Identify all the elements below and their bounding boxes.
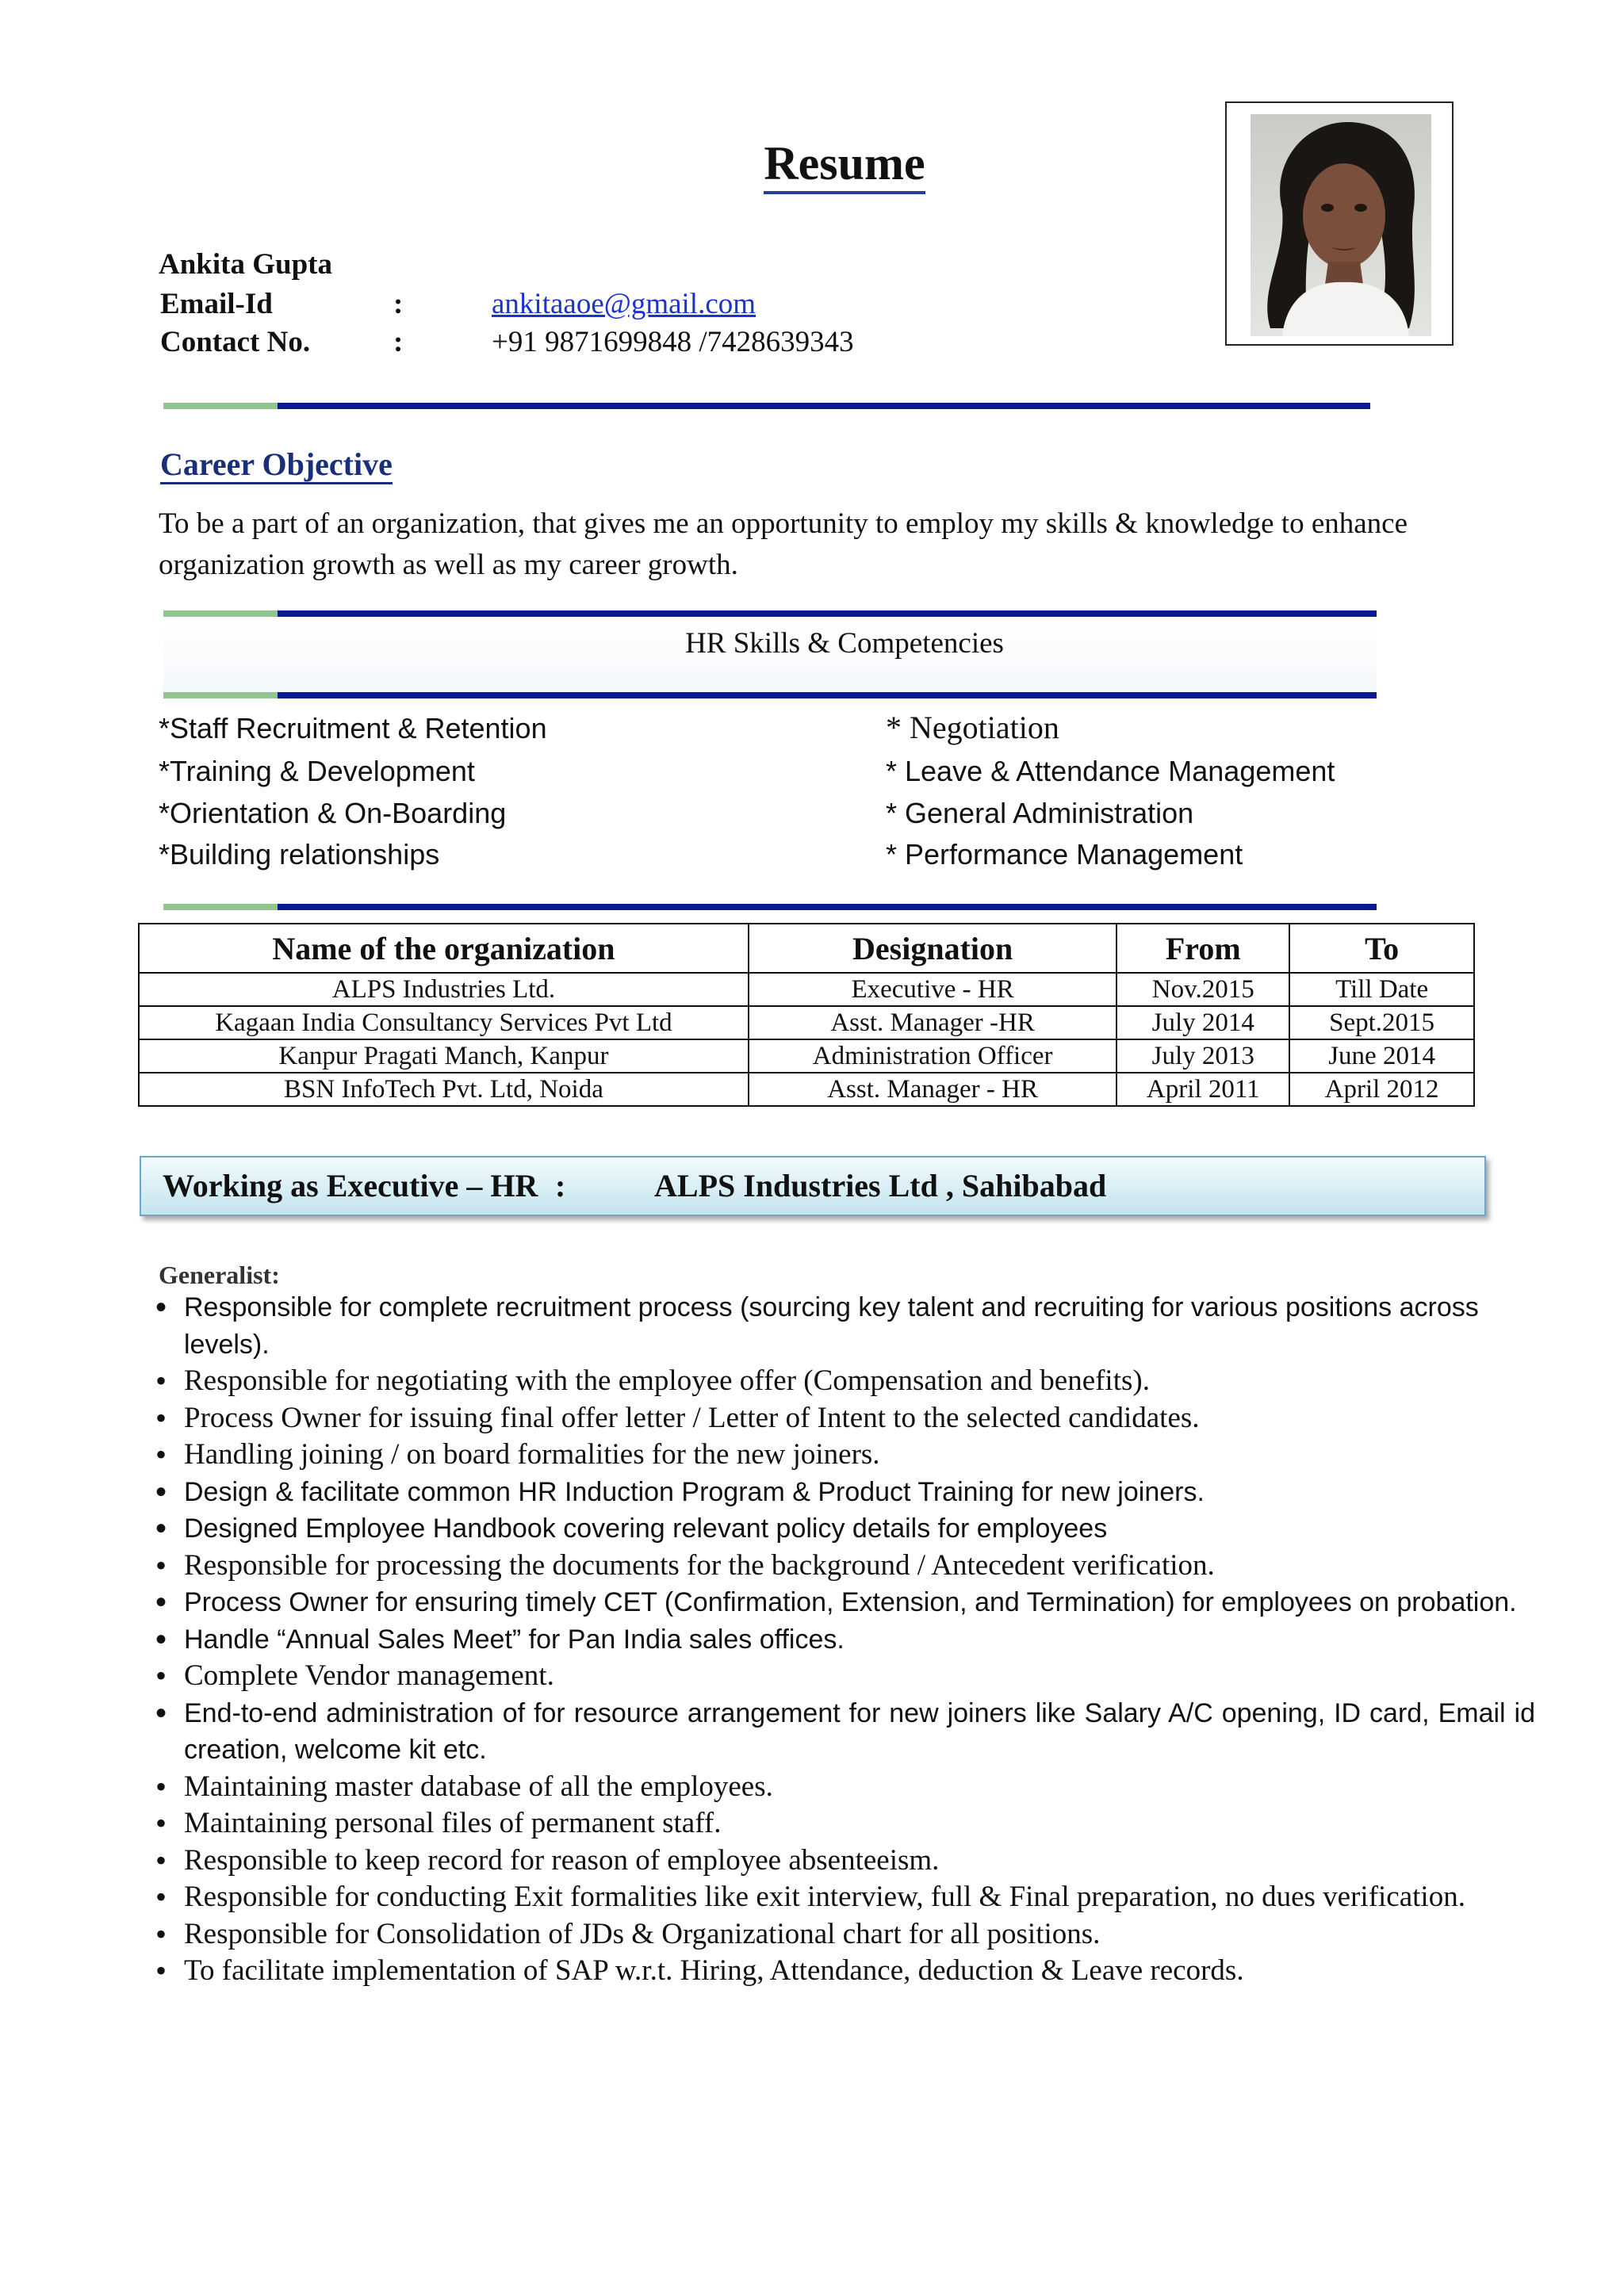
skill-item: * Leave & Attendance Management	[886, 755, 1335, 787]
responsibilities-list	[155, 1289, 1535, 1990]
table-row	[139, 1006, 1474, 1039]
section-divider	[163, 403, 1370, 409]
table-cell: Kagaan India Consultancy Services Pvt Ltd	[139, 1006, 749, 1039]
list-item: • End-to-end administration of for resource arrangement for new joiners like Salary A/C opening, ID card, Email id creation, welcome kit etc.	[155, 1695, 1535, 1769]
section-divider	[163, 904, 1377, 910]
list-item: • Process Owner for issuing final offer letter / Letter of Intent to the selected candidates.	[155, 1400, 1535, 1437]
skill-item: *Orientation & On-Boarding	[159, 797, 507, 829]
list-item: • Maintaining personal files of permanent staff.	[155, 1805, 1535, 1843]
skill-item: * Performance Management	[886, 838, 1243, 871]
section-divider	[163, 610, 1377, 617]
list-item: • Responsible for negotiating with the employee offer (Compensation and benefits).	[155, 1363, 1535, 1400]
skill-item: *Training & Development	[159, 755, 475, 787]
list-item: • Design & facilitate common HR Induction Program & Product Training for new joiners.	[155, 1474, 1535, 1511]
employment-history-table	[138, 923, 1475, 1107]
table-cell: April 2011	[1116, 1073, 1289, 1106]
list-item: • Responsible for conducting Exit formalities like exit interview, full & Final preparation, no dues verification.	[155, 1879, 1535, 1916]
list-item: • Responsible for complete recruitment process (sourcing key talent and recruiting for various positions across levels).	[155, 1289, 1535, 1363]
table-cell: Sept.2015	[1289, 1006, 1474, 1039]
section-divider	[163, 692, 1377, 698]
list-item: • Handle “Annual Sales Meet” for Pan India sales offices.	[155, 1621, 1535, 1659]
column-header: Designation	[749, 924, 1116, 973]
list-item: • Designed Employee Handbook covering relevant policy details for employees	[155, 1510, 1535, 1548]
table-cell: Nov.2015	[1116, 973, 1289, 1006]
skill-item: * General Administration	[886, 797, 1194, 829]
portrait-image	[1251, 114, 1431, 336]
current-role-colon: :	[555, 1168, 566, 1203]
list-item: • Handling joining / on board formalities for the new joiners.	[155, 1437, 1535, 1474]
current-company: ALPS Industries Ltd , Sahibabad	[654, 1168, 1107, 1203]
column-header: To	[1289, 924, 1474, 973]
table-cell: Till Date	[1289, 973, 1474, 1006]
list-item: • Maintaining master database of all the employees.	[155, 1769, 1535, 1806]
skills-heading: HR Skills & Competencies	[685, 627, 1004, 660]
list-item: • Complete Vendor management.	[155, 1658, 1535, 1695]
table-cell: Kanpur Pragati Manch, Kanpur	[139, 1039, 749, 1073]
contact-number: +91 9871699848 /7428639343	[492, 326, 854, 358]
email-colon: :	[393, 288, 404, 320]
generalist-heading: Generalist:	[159, 1261, 280, 1289]
email-label: Email-Id	[160, 288, 273, 320]
list-item: • Responsible to keep record for reason of employee absenteeism.	[155, 1843, 1535, 1880]
candidate-name: Ankita Gupta	[159, 248, 332, 281]
contact-colon: :	[393, 326, 404, 358]
current-role-label: Working as Executive – HR	[163, 1168, 538, 1203]
title-text: Resume	[764, 137, 925, 194]
list-item: • Responsible for processing the documents for the background / Antecedent verification.	[155, 1548, 1535, 1585]
table-row	[139, 1039, 1474, 1073]
table-cell: ALPS Industries Ltd.	[139, 973, 749, 1006]
table-cell: BSN InfoTech Pvt. Ltd, Noida	[139, 1073, 749, 1106]
career-objective-heading: Career Objective	[160, 446, 393, 483]
table-header-row	[139, 924, 1474, 973]
column-header: From	[1116, 924, 1289, 973]
email-link[interactable]: ankitaaoe@gmail.com	[492, 288, 756, 320]
contact-label: Contact No.	[160, 326, 311, 358]
skill-item: *Building relationships	[159, 838, 440, 871]
list-item: • To facilitate implementation of SAP w.r.t. Hiring, Attendance, deduction & Leave records.	[155, 1953, 1535, 1990]
table-cell: July 2013	[1116, 1039, 1289, 1073]
table-cell: Administration Officer	[749, 1039, 1116, 1073]
skill-item: * Negotiation	[886, 710, 1059, 745]
table-row	[139, 1073, 1474, 1106]
column-header: Name of the organization	[139, 924, 749, 973]
table-cell: Executive - HR	[749, 973, 1116, 1006]
table-cell: Asst. Manager -HR	[749, 1006, 1116, 1039]
table-cell: Asst. Manager - HR	[749, 1073, 1116, 1106]
career-objective-text: To be a part of an organization, that gives me an opportunity to employ my skills & knowledge to enhance organization growth as well as my career growth.	[159, 507, 1408, 581]
table-row	[139, 973, 1474, 1006]
table-cell: June 2014	[1289, 1039, 1474, 1073]
profile-photo	[1225, 101, 1454, 346]
table-cell: April 2012	[1289, 1073, 1474, 1106]
skill-item: *Staff Recruitment & Retention	[159, 712, 547, 744]
list-item: • Responsible for Consolidation of JDs & Organizational chart for all positions.	[155, 1916, 1535, 1954]
table-cell: July 2014	[1116, 1006, 1289, 1039]
list-item: • Process Owner for ensuring timely CET (Confirmation, Extension, and Termination) for employees on probation.	[155, 1584, 1535, 1621]
